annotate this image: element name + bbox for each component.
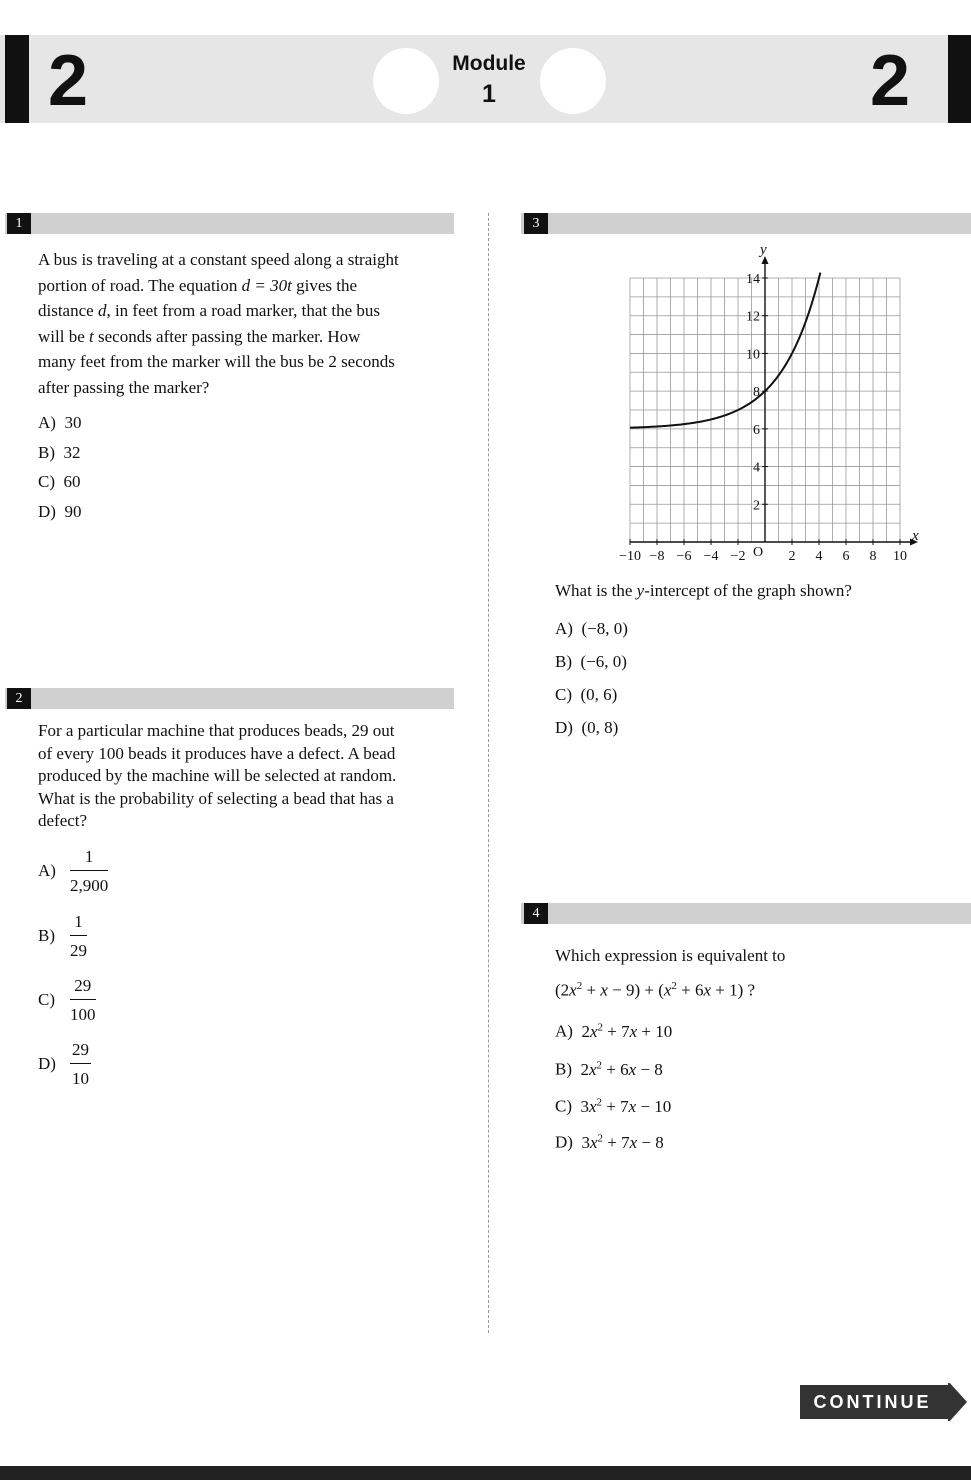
- continue-label: CONTINUE: [813, 1392, 932, 1412]
- header-left-bar: [5, 35, 29, 123]
- q1-option-c[interactable]: C) 60: [38, 472, 81, 491]
- q3-prompt: What is the y-intercept of the graph shown?: [555, 581, 852, 600]
- chart-labels: [619, 242, 919, 564]
- q4-option-b[interactable]: B) $2x^2 + 6x - 8$: [555, 1059, 663, 1079]
- q3-option-c[interactable]: C) (0, 6): [555, 685, 618, 704]
- y-tick-label: 8: [753, 385, 760, 401]
- q2-option-d-fraction[interactable]: $\frac{29}{10}$: [72, 1040, 89, 1088]
- x-tick-label: 10: [893, 549, 907, 564]
- y-tick-label: 12: [746, 309, 760, 325]
- q3-option-d[interactable]: D) (0, 8): [555, 718, 619, 737]
- x-tick-label: −8: [649, 549, 665, 564]
- q2-option-c-letter[interactable]: C): [38, 990, 55, 1009]
- x-tick-label: −10: [619, 549, 641, 564]
- header-right-bar: [948, 35, 971, 123]
- q2-line-3: produced by the machine will be selected at random.: [38, 766, 397, 785]
- q1-option-b[interactable]: B) 32: [38, 443, 81, 462]
- x-tick-label: −2: [730, 549, 746, 564]
- question-4-number: 4: [524, 903, 548, 924]
- y-tick-label: 6: [753, 422, 760, 438]
- q1-line-1: A bus is traveling at a constant speed along a straight: [38, 250, 399, 269]
- question-2-number: 2: [7, 688, 31, 709]
- q1-line-4: will be t seconds after passing the marker. How: [38, 326, 361, 346]
- q2-option-a-fraction[interactable]: $\frac{1}{2,900}$: [70, 847, 109, 895]
- continue-button[interactable]: [800, 1385, 960, 1419]
- column-divider: [488, 213, 489, 1333]
- q4-expression: $(2x^2 + x - 9) + (x^2 + 6x + 1)$ ?: [555, 980, 756, 1000]
- footer-bar: [0, 1466, 971, 1480]
- q1-option-d[interactable]: D) 90: [38, 502, 82, 521]
- x-axis-label: x: [912, 528, 919, 544]
- x-tick-label: 8: [869, 549, 877, 564]
- x-tick-label: −6: [676, 549, 692, 564]
- x-tick-label: 6: [842, 549, 850, 564]
- question-1-text: [38, 247, 478, 400]
- section-number-left: 2: [48, 41, 89, 121]
- q2-line-1: For a particular machine that produces beads, 29 out: [38, 721, 395, 740]
- y-tick-label: 4: [753, 460, 760, 476]
- q2-line-2: of every 100 beads it produces have a defect. A bead: [38, 743, 396, 763]
- header-circle-right: [540, 48, 606, 114]
- question-2-bar: [5, 688, 454, 709]
- q2-line-4: What is the probability of selecting a bead that has a: [38, 788, 394, 808]
- q2-option-b-fraction[interactable]: $\frac{1}{29}$: [70, 912, 87, 960]
- x-tick-label: 4: [815, 549, 823, 564]
- origin-label: O: [753, 545, 764, 560]
- q4-option-d[interactable]: D) $3x^2 + 7x - 8$: [555, 1132, 664, 1152]
- q2-option-c-fraction[interactable]: $\frac{29}{100}$: [70, 976, 96, 1024]
- q1-line-2: portion of road. The equation d = 30t gives the: [38, 275, 357, 295]
- q1-line-3: distance d, in feet from a road marker, that the bus: [38, 301, 381, 320]
- chart-axes: [630, 256, 918, 546]
- exponential-graph: [598, 242, 928, 567]
- question-4-bar: [521, 903, 971, 924]
- q1-equation: d = 30t: [241, 275, 292, 295]
- y-tick-label: 10: [746, 347, 760, 363]
- module-number: 1: [482, 80, 496, 108]
- module-label: Module: [452, 52, 526, 75]
- q2-option-a-letter[interactable]: A): [38, 861, 56, 880]
- q3-option-b[interactable]: B) (−6, 0): [555, 652, 627, 671]
- question-3-bar: [521, 213, 971, 234]
- section-number-right: 2: [870, 41, 911, 121]
- q2-option-d-letter[interactable]: D): [38, 1054, 56, 1073]
- y-tick-label: 14: [746, 272, 760, 287]
- y-tick-label: 2: [753, 498, 760, 514]
- question-1-number: 1: [7, 213, 31, 234]
- x-tick-label: −4: [703, 549, 719, 564]
- q1-option-a[interactable]: A) 30: [38, 413, 82, 432]
- question-3-number: 3: [524, 213, 548, 234]
- q4-option-c[interactable]: C) $3x^2 + 7x - 10$: [555, 1096, 672, 1116]
- x-tick-label: 2: [788, 549, 796, 564]
- module-header-band: [0, 35, 971, 123]
- q2-option-b-letter[interactable]: B): [38, 926, 55, 945]
- question-2-text: [38, 720, 478, 833]
- q1-line-6: after passing the marker?: [38, 377, 210, 397]
- q4-option-a[interactable]: A) $2x^2 + 7x + 10$: [555, 1021, 673, 1041]
- y-axis-label: y: [760, 242, 767, 258]
- q1-line-5: many feet from the marker will the bus be 2 seconds: [38, 352, 395, 371]
- q3-option-a[interactable]: A) (−8, 0): [555, 619, 628, 638]
- q4-prompt: Which expression is equivalent to: [555, 946, 786, 965]
- question-1-bar: [5, 213, 454, 234]
- q2-line-5: defect?: [38, 811, 88, 830]
